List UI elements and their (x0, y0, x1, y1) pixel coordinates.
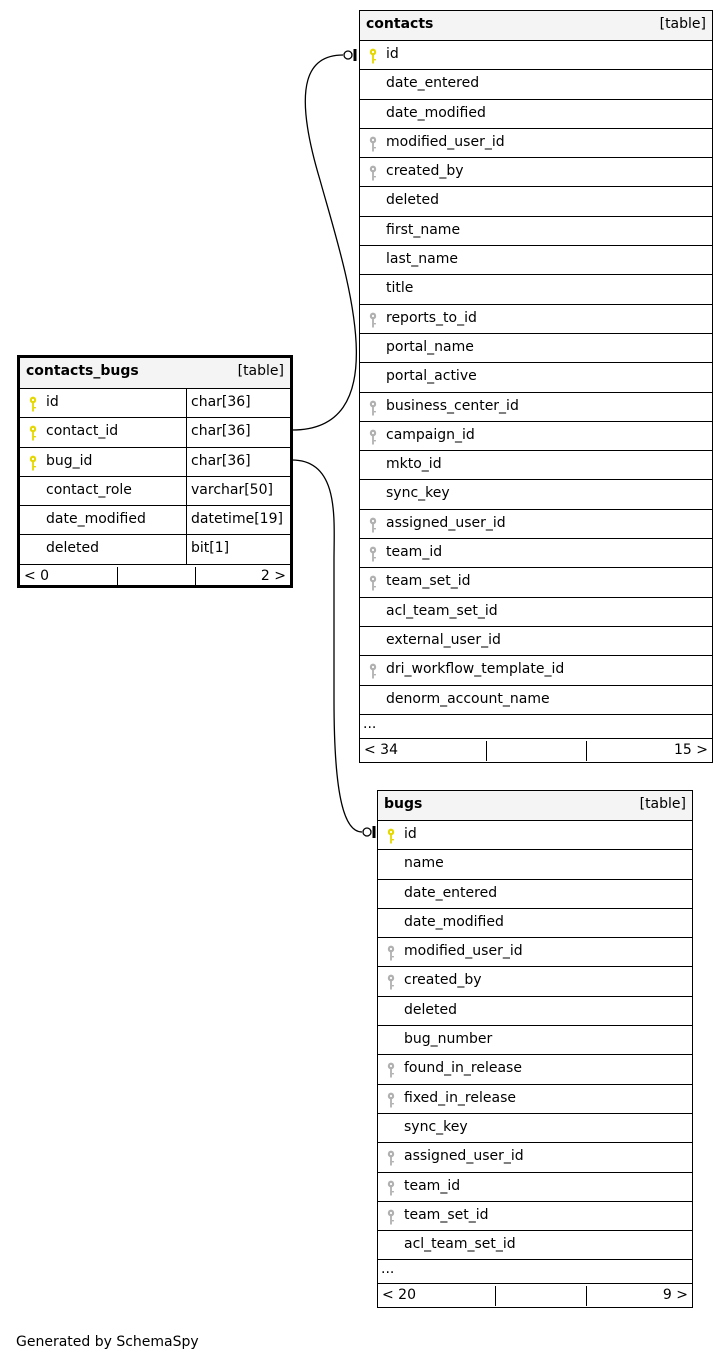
column-type-cell (186, 418, 290, 446)
column-name: modified_user_id (386, 133, 505, 150)
parents-count[interactable]: < 0 (24, 567, 50, 584)
column-row[interactable] (20, 477, 290, 506)
column-name: first_name (386, 221, 461, 238)
foreign-key-icon (368, 165, 378, 183)
column-row[interactable] (360, 686, 712, 715)
primary-key-icon (368, 48, 378, 66)
column-type: char[36] (191, 423, 251, 440)
children-count[interactable]: 15 > (674, 741, 708, 758)
column-row[interactable] (378, 997, 692, 1026)
foreign-key-icon (386, 945, 396, 963)
column-type-cell (186, 389, 290, 417)
column-row[interactable] (360, 627, 712, 656)
column-name: sync_key (404, 1118, 468, 1135)
column-name: sync_key (386, 485, 450, 502)
column-row[interactable] (20, 535, 290, 564)
column-row[interactable] (378, 1026, 692, 1055)
column-row[interactable] (360, 305, 712, 334)
column-name: acl_team_set_id (404, 1236, 516, 1253)
column-row[interactable] (20, 448, 290, 477)
column-name: bug_number (404, 1031, 493, 1048)
column-name: title (386, 280, 414, 297)
table-header (20, 358, 290, 389)
table-name: contacts_bugs (26, 363, 139, 379)
column-type: datetime[19] (191, 511, 283, 528)
column-name: dri_workflow_template_id (386, 661, 565, 678)
foreign-key-icon (386, 1180, 396, 1198)
relationship-contact-id (292, 49, 356, 430)
foreign-key-icon (386, 1092, 396, 1110)
table-bugs[interactable] (377, 790, 693, 1308)
column-name: denorm_account_name (386, 690, 550, 707)
more-columns-text: ... (381, 1261, 395, 1278)
more-columns-text: ... (363, 715, 377, 732)
column-row[interactable] (360, 480, 712, 509)
column-row[interactable] (378, 821, 692, 850)
column-name: portal_name (386, 338, 474, 355)
column-name: portal_active (386, 368, 477, 385)
column-row[interactable] (378, 1114, 692, 1143)
column-row[interactable] (378, 880, 692, 909)
column-row[interactable] (360, 275, 712, 304)
column-row[interactable] (20, 506, 290, 535)
more-columns-indicator[interactable] (378, 1260, 692, 1284)
parents-count[interactable]: < 20 (382, 1287, 416, 1304)
table-kind: [table] (659, 16, 706, 32)
column-name: id (386, 46, 399, 62)
column-type: char[36] (191, 452, 251, 469)
column-name: created_by (404, 972, 482, 989)
column-row[interactable] (378, 1173, 692, 1202)
column-name: deleted (46, 540, 99, 557)
column-name: date_modified (386, 104, 486, 121)
primary-key-icon (28, 396, 38, 414)
column-name: deleted (404, 1001, 457, 1018)
column-name: mkto_id (386, 456, 442, 473)
column-type-cell (186, 506, 290, 534)
primary-key-icon (28, 425, 38, 443)
foreign-key-icon (386, 1062, 396, 1080)
column-row[interactable] (378, 967, 692, 996)
column-name: deleted (386, 192, 439, 209)
more-columns-indicator[interactable] (360, 715, 712, 739)
foreign-key-icon (368, 400, 378, 418)
foreign-key-icon (368, 136, 378, 154)
foreign-key-icon (368, 663, 378, 681)
table-header (378, 791, 692, 821)
column-row[interactable] (20, 418, 290, 447)
column-row[interactable] (360, 539, 712, 568)
primary-key-icon (28, 455, 38, 473)
column-name: external_user_id (386, 631, 501, 648)
footer-divider (495, 1286, 496, 1306)
column-name: bug_id (46, 452, 93, 469)
column-name: fixed_in_release (404, 1089, 516, 1106)
table-header (360, 11, 712, 41)
table-footer (20, 565, 290, 589)
column-name: id (404, 826, 417, 842)
column-name: contact_id (46, 423, 119, 440)
foreign-key-icon (386, 974, 396, 992)
column-row[interactable] (378, 1231, 692, 1260)
table-kind: [table] (237, 363, 284, 379)
column-row[interactable] (360, 217, 712, 246)
table-footer (378, 1284, 692, 1308)
column-row[interactable] (360, 129, 712, 158)
column-row[interactable] (360, 246, 712, 275)
column-row[interactable] (360, 363, 712, 392)
column-name: team_id (404, 1177, 461, 1194)
column-row[interactable] (20, 389, 290, 418)
column-name: name (404, 855, 444, 872)
column-row[interactable] (378, 1055, 692, 1084)
footer-divider (486, 741, 487, 761)
column-type-cell (186, 448, 290, 476)
table-contacts[interactable] (359, 10, 713, 763)
column-row[interactable] (360, 187, 712, 216)
children-count[interactable]: 9 > (662, 1287, 688, 1304)
column-name: contact_role (46, 481, 132, 498)
foreign-key-icon (386, 1209, 396, 1227)
column-row[interactable] (378, 1085, 692, 1114)
column-name: found_in_release (404, 1060, 522, 1077)
column-row[interactable] (378, 1143, 692, 1172)
column-name: modified_user_id (404, 943, 523, 960)
column-row[interactable] (360, 656, 712, 685)
column-type-cell (186, 535, 290, 563)
column-name: team_id (386, 544, 443, 561)
column-row[interactable] (360, 510, 712, 539)
foreign-key-icon (368, 575, 378, 593)
column-name: team_set_id (386, 573, 471, 590)
table-name: contacts (366, 16, 434, 32)
column-name: acl_team_set_id (386, 602, 498, 619)
column-row[interactable] (360, 451, 712, 480)
column-name: business_center_id (386, 397, 519, 414)
column-name: date_entered (404, 884, 498, 901)
column-name: date_modified (46, 511, 146, 528)
column-row[interactable] (378, 938, 692, 967)
column-name: reports_to_id (386, 309, 477, 326)
column-name: campaign_id (386, 426, 475, 443)
column-row[interactable] (378, 850, 692, 879)
footer-divider (195, 567, 196, 587)
column-name: date_modified (404, 913, 504, 930)
column-type-cell (186, 477, 290, 505)
column-name: last_name (386, 251, 458, 268)
column-name: date_entered (386, 75, 480, 92)
column-row[interactable] (378, 1202, 692, 1231)
footer-divider (586, 1286, 587, 1306)
column-row[interactable] (360, 393, 712, 422)
column-type: varchar[50] (191, 481, 273, 498)
generated-by-label: Generated by SchemaSpy (16, 1334, 199, 1350)
column-name: assigned_user_id (386, 514, 506, 531)
column-row[interactable] (360, 422, 712, 451)
column-row[interactable] (360, 598, 712, 627)
column-row[interactable] (360, 568, 712, 597)
column-name: created_by (386, 163, 464, 180)
column-row[interactable] (360, 100, 712, 129)
column-name: id (46, 394, 59, 410)
table-contacts-bugs[interactable] (17, 355, 293, 588)
foreign-key-icon (368, 546, 378, 564)
column-row[interactable] (360, 70, 712, 99)
column-name: assigned_user_id (404, 1148, 524, 1165)
column-row[interactable] (360, 41, 712, 70)
foreign-key-icon (368, 429, 378, 447)
foreign-key-icon (386, 1150, 396, 1168)
children-count[interactable]: 2 > (260, 567, 286, 584)
column-row[interactable] (378, 909, 692, 938)
table-name: bugs (384, 796, 423, 812)
parents-count[interactable]: < 34 (364, 741, 398, 758)
column-type: bit[1] (191, 540, 230, 557)
primary-key-icon (386, 828, 396, 846)
column-row[interactable] (360, 334, 712, 363)
column-name: team_set_id (404, 1206, 489, 1223)
column-type: char[36] (191, 394, 251, 410)
footer-divider (117, 567, 118, 587)
foreign-key-icon (368, 517, 378, 535)
foreign-key-icon (368, 312, 378, 330)
column-row[interactable] (360, 158, 712, 187)
table-kind: [table] (639, 796, 686, 812)
footer-divider (586, 741, 587, 761)
table-footer (360, 739, 712, 763)
